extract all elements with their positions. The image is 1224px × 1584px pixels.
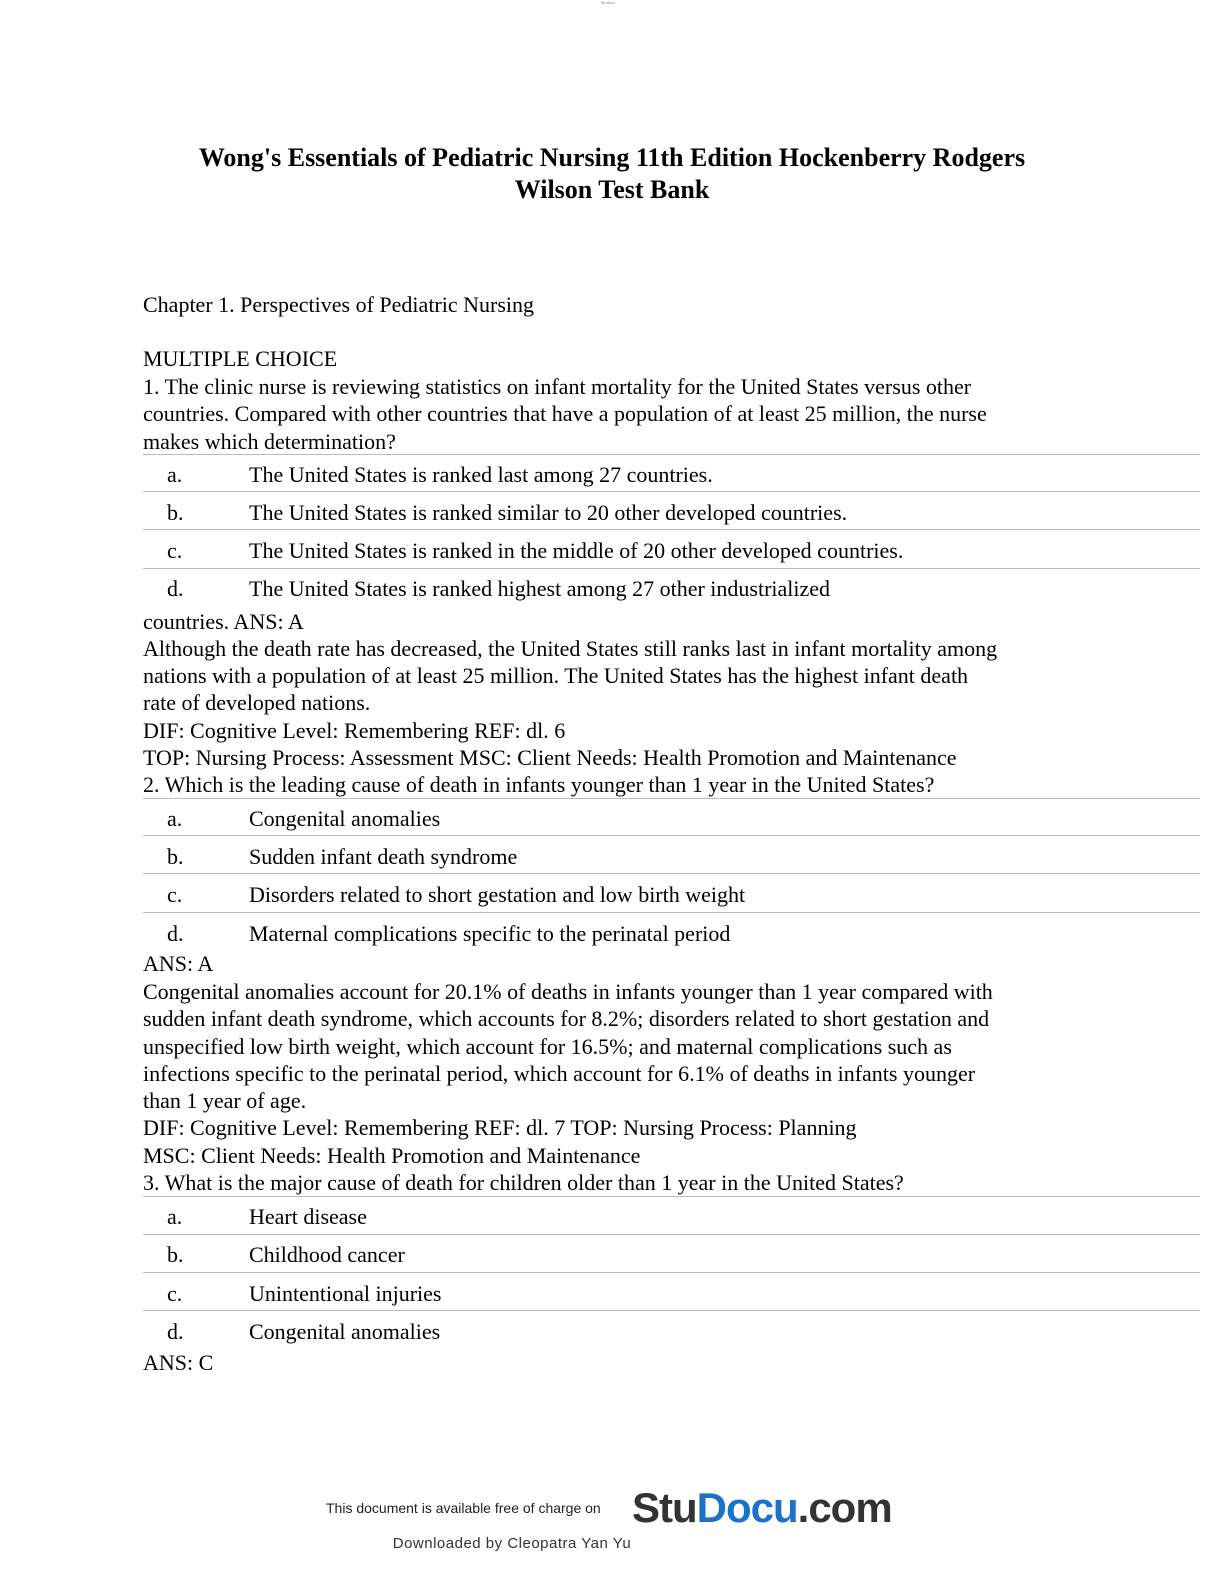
logo-text-com: .com: [797, 1484, 892, 1531]
logo-text-stu: Stu: [632, 1484, 697, 1531]
chapter-heading: Chapter 1. Perspectives of Pediatric Nursing: [143, 292, 535, 317]
q3-option-text: Heart disease: [249, 1204, 367, 1229]
q1-answer: countries. ANS: A: [143, 609, 304, 634]
q3-option-text: Childhood cancer: [249, 1242, 405, 1267]
q1-option-text: The United States is ranked similar to 20 other developed countries.: [249, 500, 848, 525]
option-divider: [143, 1234, 1200, 1235]
q1-option-letter: a.: [167, 462, 183, 487]
q1-rationale-line: nations with a population of at least 25 million. The United States has the highest infant death: [143, 663, 969, 688]
q3-option-letter: b.: [167, 1242, 184, 1267]
q1-stem-line: makes which determination?: [143, 429, 396, 454]
title-line-1: Wong's Essentials of Pediatric Nursing 11th Edition Hockenberry Rodgers: [198, 143, 1026, 172]
q1-stem-line: 1. The clinic nurse is reviewing statistics on infant mortality for the United States versus other: [143, 374, 972, 399]
q3-option-text: Congenital anomalies: [249, 1319, 441, 1344]
q3-option-text: Unintentional injuries: [249, 1281, 442, 1306]
q1-option-letter: c.: [167, 538, 183, 563]
q3-option-letter: d.: [167, 1319, 184, 1344]
option-divider: [143, 912, 1200, 913]
q2-rationale-line: infections specific to the perinatal period, which account for 6.1% of deaths in infants younger: [143, 1061, 976, 1086]
studocu-logo[interactable]: [632, 1484, 892, 1532]
q2-rationale-line: than 1 year of age.: [143, 1088, 307, 1113]
q2-meta-line: DIF: Cognitive Level: Remembering REF: dl. 7 TOP: Nursing Process: Planning: [143, 1115, 857, 1140]
option-divider: [143, 529, 1200, 530]
title-line-2: Wilson Test Bank: [514, 175, 710, 204]
q1-meta-line: DIF: Cognitive Level: Remembering REF: dl. 6: [143, 718, 566, 743]
option-divider: [143, 491, 1200, 492]
logo-text-docu: Docu: [696, 1484, 798, 1531]
q1-option-text: The United States is ranked in the middle of 20 other developed countries.: [249, 538, 904, 563]
section-heading: MULTIPLE CHOICE: [143, 346, 338, 371]
q1-option-letter: b.: [167, 500, 184, 525]
q2-stem: 2. Which is the leading cause of death in infants younger than 1 year in the United States?: [143, 772, 935, 797]
option-divider: [143, 798, 1200, 799]
downloaded-by-note: Downloaded by Cleopatra Yan Yu: [392, 1535, 632, 1552]
option-divider: [143, 454, 1200, 455]
q2-option-text: Disorders related to short gestation and low birth weight: [249, 882, 746, 907]
q2-option-text: Congenital anomalies: [249, 806, 441, 831]
footer-availability-note: This document is available free of charge on: [326, 1500, 601, 1516]
q2-answer: ANS: A: [143, 951, 214, 976]
option-divider: [143, 835, 1200, 836]
q2-rationale-line: sudden infant death syndrome, which accounts for 8.2%; disorders related to short gestation and: [143, 1006, 990, 1031]
option-divider: [143, 1272, 1200, 1273]
option-divider: [143, 873, 1200, 874]
q2-option-letter: a.: [167, 806, 183, 831]
q2-option-letter: d.: [167, 921, 184, 946]
q1-option-text: The United States is ranked highest among 27 other industrialized: [249, 576, 831, 601]
q1-meta-line: TOP: Nursing Process: Assessment MSC: Client Needs: Health Promotion and Maintenance: [143, 745, 957, 770]
q2-option-letter: c.: [167, 882, 183, 907]
q1-rationale-line: rate of developed nations.: [143, 690, 371, 715]
option-divider: [143, 1310, 1200, 1311]
q2-meta-line: MSC: Client Needs: Health Promotion and Maintenance: [143, 1143, 641, 1168]
q3-stem: 3. What is the major cause of death for children older than 1 year in the United States?: [143, 1170, 904, 1195]
q1-stem-line: countries. Compared with other countries that have a population of at least 25 million, the nurse: [143, 401, 987, 426]
option-divider: [143, 1196, 1200, 1197]
q2-rationale-line: Congenital anomalies account for 20.1% of deaths in infants younger than 1 year compared with: [143, 979, 993, 1004]
q2-option-letter: b.: [167, 844, 184, 869]
top-watermark: Studocu: [600, 0, 616, 5]
q2-option-text: Maternal complications specific to the perinatal period: [249, 921, 731, 946]
q2-option-text: Sudden infant death syndrome: [249, 844, 518, 869]
q3-answer: ANS: C: [143, 1350, 214, 1375]
option-divider: [143, 568, 1200, 569]
q1-option-text: The United States is ranked last among 27 countries.: [249, 462, 713, 487]
q3-option-letter: c.: [167, 1281, 183, 1306]
q3-option-letter: a.: [167, 1204, 183, 1229]
q2-rationale-line: unspecified low birth weight, which account for 16.5%; and maternal complications such as: [143, 1034, 952, 1059]
q1-rationale-line: Although the death rate has decreased, the United States still ranks last in infant mortality among: [143, 636, 998, 661]
q1-option-letter: d.: [167, 576, 184, 601]
document-title: [120, 142, 1104, 206]
